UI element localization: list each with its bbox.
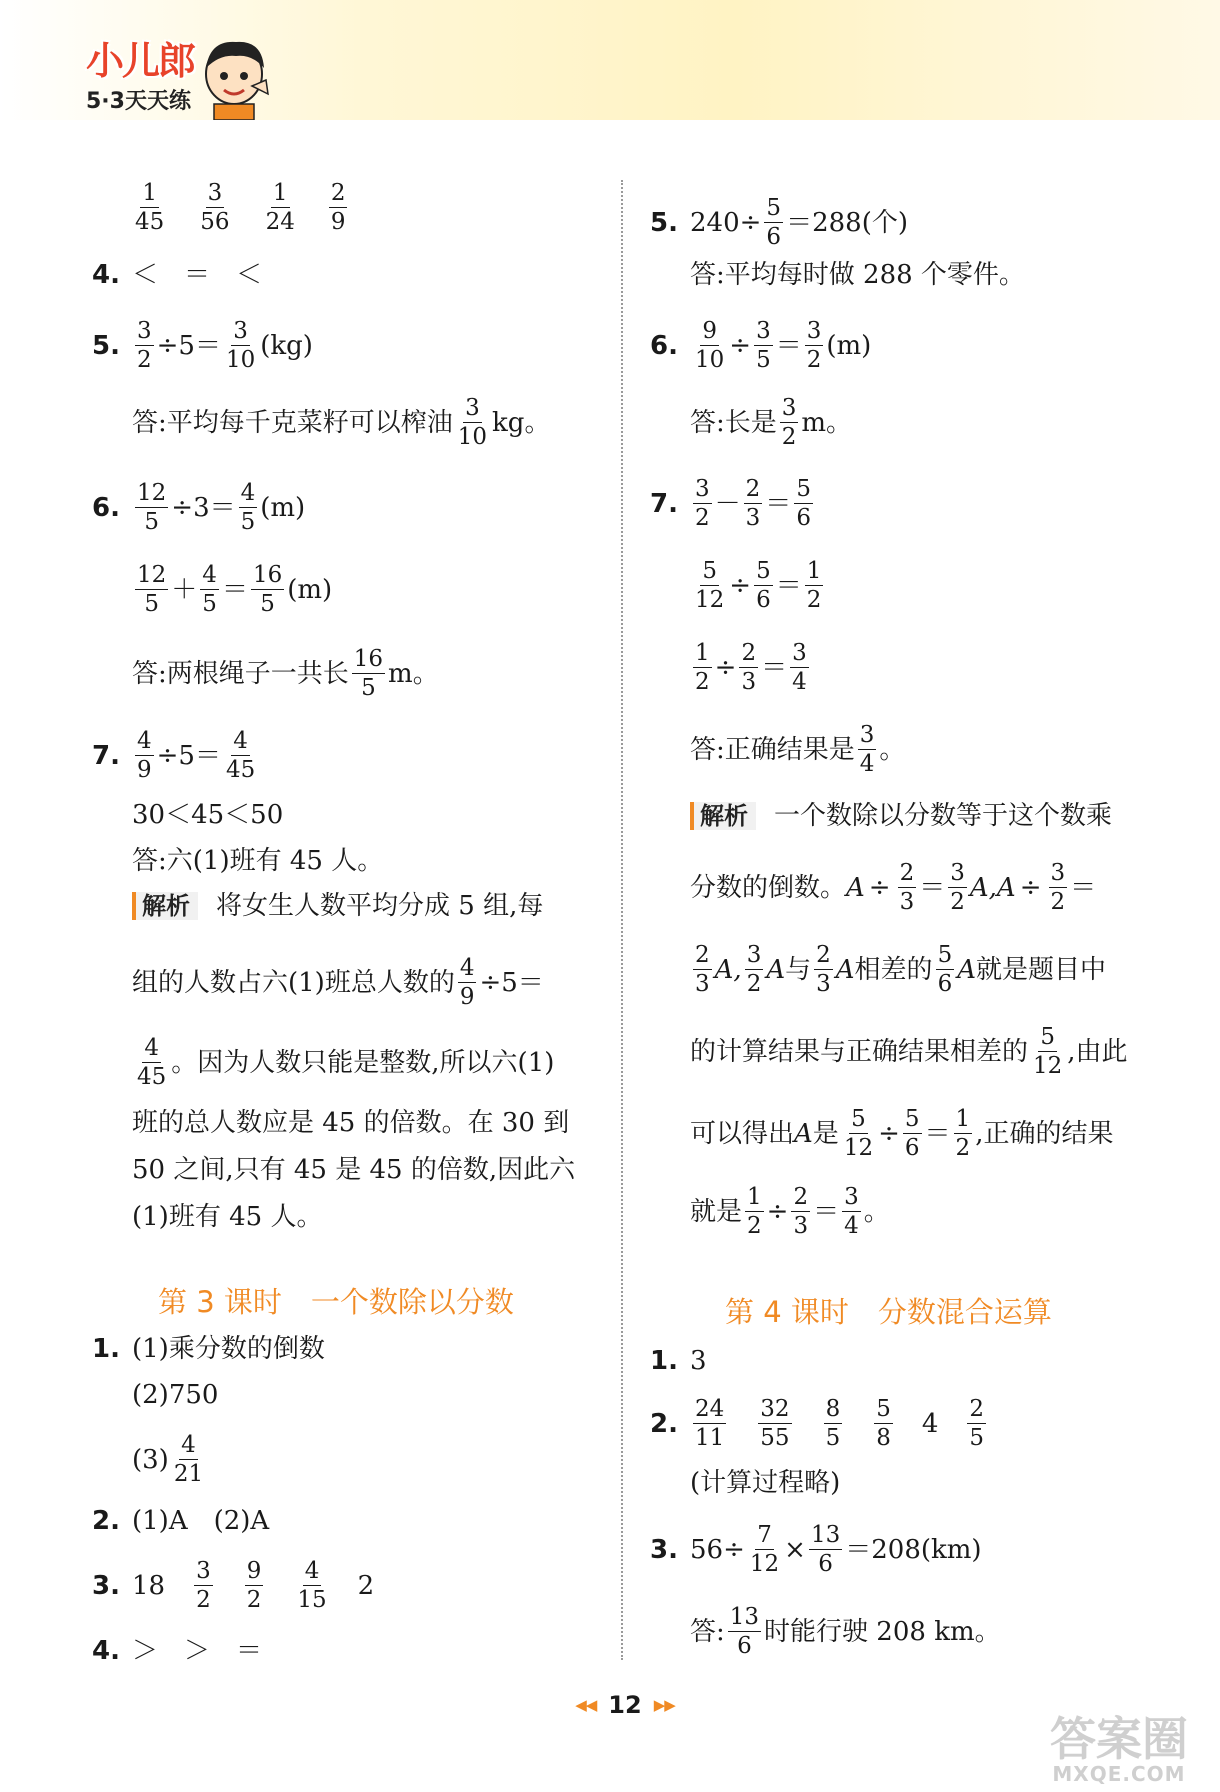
logo-subtitle: 5·3天天练 bbox=[86, 89, 191, 114]
answer-7: 答:六(1)班有 45 人。 bbox=[132, 846, 384, 876]
page-pager bbox=[550, 1690, 700, 1720]
watermark: 答案圈 MXQE.COM bbox=[1050, 1712, 1188, 1786]
lesson3-question-2: 2. (1)A (2)A bbox=[92, 1506, 270, 1536]
lesson4-question-2: 2. $\frac{24}{11}$ $\frac{32}{55}$ $\frac{8}{5}$ $\frac{5}{8}$ 4 $\frac{2}{5}$ bbox=[650, 1396, 985, 1452]
lesson4-answer-3: 答: $\frac{13}{6}$ 时能行驶 208 km。 bbox=[690, 1604, 1001, 1660]
right-question-7-step2: $\frac{5}{12}$ ÷ $\frac{5}{6}$ ＝ $\frac{1}{2}$ bbox=[695, 558, 822, 614]
prev-page-icon: ◀◀ bbox=[575, 1696, 597, 1714]
question-7-range: 30＜45＜50 bbox=[132, 800, 284, 830]
analysis-left-l5: 50 之间,只有 45 是 45 的倍数,因此六 bbox=[132, 1155, 576, 1185]
analysis-tag: 解析 bbox=[690, 802, 756, 830]
question-5: 5. $\frac{3}{2}$ ÷5＝ $\frac{3}{10}$ (kg) bbox=[92, 318, 313, 374]
analysis-right-l6: 就是 $\frac{1}{2}$ ÷ $\frac{2}{3}$ ＝ $\frac{3}{4}$ 。 bbox=[690, 1184, 890, 1240]
analysis-right-l5: 可以得出 A 是 $\frac{5}{12}$ ÷ $\frac{5}{6}$ ＝ $\frac{1}{2}$ ,正确的结果 bbox=[690, 1106, 1114, 1162]
answer-6: 答:两根绳子一共长 $\frac{16}{5}$ m。 bbox=[132, 646, 439, 702]
right-answer-6: 答:长是 $\frac{3}{2}$ m。 bbox=[690, 395, 853, 451]
mascot-boy-icon bbox=[196, 34, 274, 120]
analysis-right-l1: 解析 一个数除以分数等于这个数乘 bbox=[690, 802, 1112, 830]
next-page-icon: ▶▶ bbox=[653, 1696, 675, 1714]
analysis-left-l4: 班的总人数应是 45 的倍数。在 30 到 bbox=[132, 1108, 570, 1138]
right-question-5: 5. 240÷ $\frac{5}{6}$ ＝288(个) bbox=[650, 195, 908, 251]
question-6-step2: $\frac{12}{5}$ ＋ $\frac{4}{5}$ ＝ $\frac{16}{5}$ (m) bbox=[137, 562, 333, 618]
analysis-left-l1: 解析 将女生人数平均分成 5 组,每 bbox=[132, 892, 543, 920]
right-answer-7: 答:正确结果是 $\frac{3}{4}$ 。 bbox=[690, 722, 906, 778]
lesson3-question-1-part2: (2)750 bbox=[132, 1380, 219, 1410]
section-heading-lesson-3: 第 3 课时 一个数除以分数 bbox=[158, 1285, 514, 1319]
lesson4-question-3: 3. 56÷ $\frac{7}{12}$ × $\frac{13}{6}$ ＝208(km) bbox=[650, 1522, 982, 1578]
lesson3-question-4: 4. ＞ ＞ ＝ bbox=[92, 1636, 263, 1666]
analysis-left-l6: (1)班有 45 人。 bbox=[132, 1202, 323, 1232]
column-divider bbox=[621, 180, 623, 1660]
right-question-7-step3: $\frac{1}{2}$ ÷ $\frac{2}{3}$ ＝ $\frac{3}{4}$ bbox=[695, 640, 807, 696]
lesson4-question-2-note: (计算过程略) bbox=[690, 1468, 841, 1498]
section-heading-lesson-4: 第 4 课时 分数混合运算 bbox=[725, 1295, 1052, 1329]
fraction: $\frac{3}{56}$ bbox=[200, 180, 230, 236]
fraction: $\frac{1}{24}$ bbox=[265, 180, 295, 236]
question-6: 6. $\frac{12}{5}$ ÷3＝ $\frac{4}{5}$ (m) bbox=[92, 480, 306, 536]
analysis-right-l4: 的计算结果与正确结果相差的 $\frac{5}{12}$ ,由此 bbox=[690, 1024, 1128, 1080]
lesson4-question-1: 1. 3 bbox=[650, 1346, 707, 1376]
right-answer-5: 答:平均每时做 288 个零件。 bbox=[690, 260, 1025, 290]
question-4: 4. ＜ ＝ ＜ bbox=[92, 260, 263, 290]
fraction: $\frac{2}{9}$ bbox=[330, 180, 346, 236]
lesson3-question-1-part3: (3) $\frac{4}{21}$ bbox=[132, 1432, 204, 1488]
answer-fractions-row bbox=[130, 180, 350, 236]
page-number: 12 bbox=[608, 1691, 642, 1719]
lesson3-question-3: 3. 18 $\frac{3}{2}$ $\frac{9}{2}$ $\frac{4}{15}$ 2 bbox=[92, 1558, 375, 1614]
right-question-6: 6. $\frac{9}{10}$ ÷ $\frac{3}{5}$ ＝ $\frac{3}{2}$ (m) bbox=[650, 318, 872, 374]
analysis-right-l3: $\frac{2}{3}$ A, $\frac{3}{2}$ A 与 $\frac{2}{3}$ A 相差的 $\frac{5}{6}$ A 就是题目中 bbox=[695, 942, 1106, 998]
analysis-right-l2: 分数的倒数。 A ÷ $\frac{2}{3}$ ＝ $\frac{3}{2}$ A ,A ÷ $\frac{3}{2}$ ＝ bbox=[690, 860, 1097, 916]
fraction: $\frac{1}{45}$ bbox=[135, 180, 165, 236]
lesson3-question-1: 1. (1)乘分数的倒数 bbox=[92, 1334, 325, 1364]
logo-title: 小儿郎 bbox=[86, 39, 195, 83]
analysis-left-l2: 组的人数占六(1)班总人数的 $\frac{4}{9}$ ÷5＝ bbox=[132, 955, 544, 1011]
analysis-tag: 解析 bbox=[132, 892, 198, 920]
question-7: 7. $\frac{4}{9}$ ÷5＝ $\frac{4}{45}$ bbox=[92, 728, 256, 784]
analysis-left-l3: $\frac{4}{45}$ 。因为人数只能是整数,所以六(1) bbox=[137, 1035, 555, 1091]
answer-5: 答:平均每千克菜籽可以榨油 $\frac{3}{10}$ kg。 bbox=[132, 395, 551, 451]
right-question-7: 7. $\frac{3}{2}$ － $\frac{2}{3}$ ＝ $\frac{5}{6}$ bbox=[650, 476, 811, 532]
